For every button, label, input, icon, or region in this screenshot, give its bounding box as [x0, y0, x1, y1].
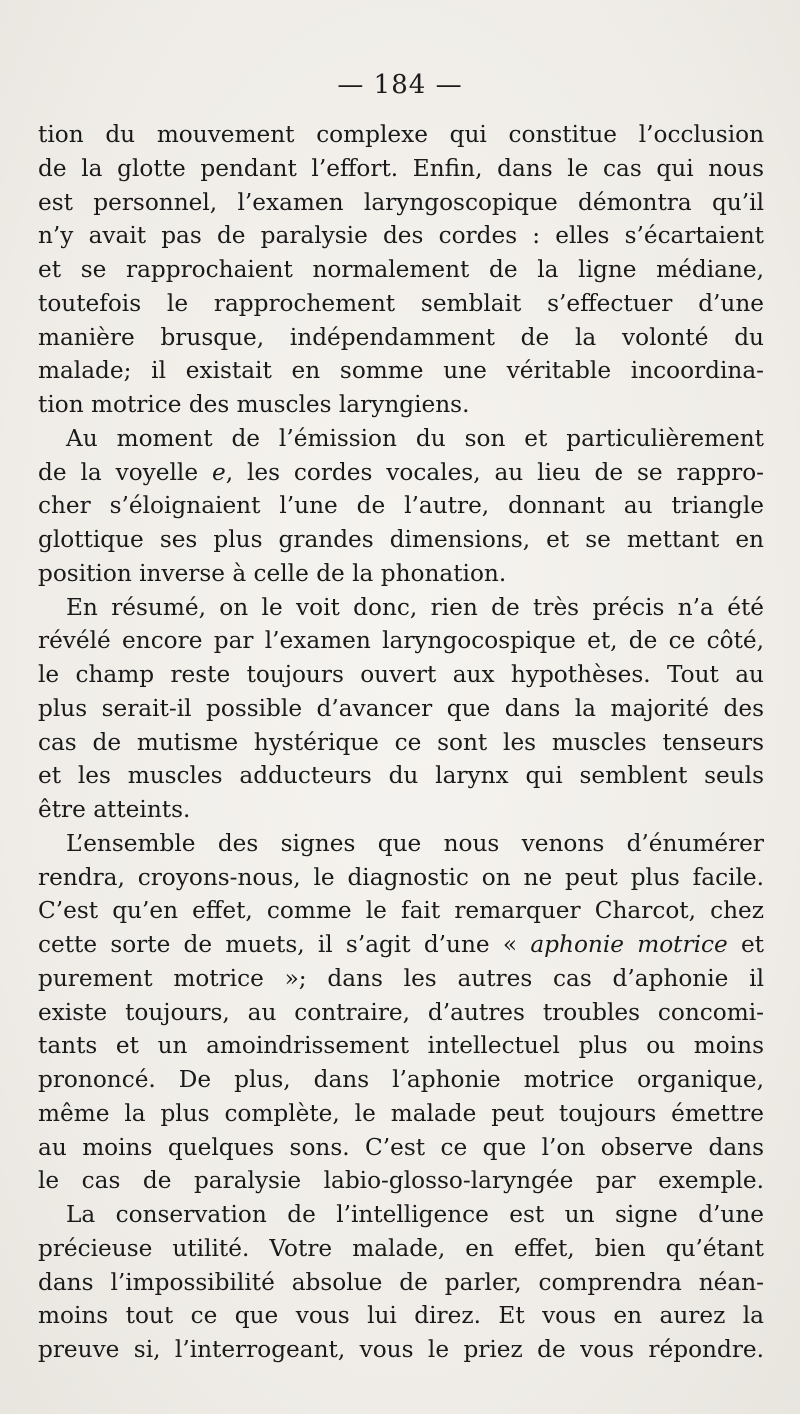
text-line: glottique ses plus grandes dimensions, et se mettant en: [38, 526, 764, 553]
text-line: [38, 456, 764, 490]
text-line: [38, 928, 764, 962]
text-line: n’y avait pas de paralysie des cordes : elles s’écartaient: [38, 222, 764, 250]
paragraph-start-line: Au moment de l’émission du son et particulièrement: [66, 424, 764, 452]
body-text: [38, 118, 764, 1367]
text-line: prononcé. De plus, dans l’aphonie motrice organique,: [38, 1066, 764, 1093]
text-line: preuve si, l’interrogeant, vous le priez de vous répondre.: [38, 1336, 764, 1363]
text-line: le champ reste toujours ouvert aux hypothèses. Tout au: [38, 661, 764, 688]
text-line: purement motrice »; dans les autres cas d’aphonie il: [38, 964, 764, 992]
text-line: rendra, croyons-nous, le diagnostic on ne peut plus facile.: [38, 863, 764, 891]
text-line: tants et un amoindrissement intellectuel plus ou moins: [38, 1032, 764, 1060]
text-line: manière brusque, indépendamment de la volonté du: [38, 323, 764, 351]
text-fragment: de la voyelle: [38, 458, 212, 486]
text-line: cas de mutisme hystérique ce sont les muscles tenseurs: [38, 728, 764, 756]
paragraph-start-line: En résumé, on le voit donc, rien de très précis n’a été: [66, 593, 764, 621]
text-line: tion du mouvement complexe qui constitue l’occlusion: [38, 121, 764, 148]
text-line: moins tout ce que vous lui direz. Et vous en aurez la: [38, 1302, 764, 1330]
text-line: est personnel, l’examen laryngoscopique démontra qu’il: [38, 188, 764, 216]
text-fragment: cette sorte de muets, il s’agit d’une «: [38, 931, 531, 958]
italic-text: e: [211, 458, 226, 486]
text-line: révélé encore par l’examen laryngocospique et, de ce côté,: [38, 627, 764, 655]
text-line: et les muscles adducteurs du larynx qui semblent seuls: [38, 762, 764, 790]
text-line: et se rapprochaient normalement de la ligne médiane,: [38, 256, 764, 283]
text-line: malade; il existait en somme une véritable incoordina-: [38, 357, 764, 385]
text-fragment: , les cordes vocales, au lieu de se rappro-: [225, 458, 764, 486]
text-line: dans l’impossibilité absolue de parler, comprendra néan-: [38, 1268, 764, 1296]
text-line: position inverse à celle de la phonation.: [38, 559, 507, 587]
paragraph-start-line: L’ensemble des signes que nous venons d’énumérer: [66, 829, 764, 857]
text-line: toutefois le rapprochement semblait s’effectuer d’une: [38, 289, 764, 317]
page-number: — 184 —: [337, 70, 463, 100]
text-line: même la plus complète, le malade peut toujours émettre: [38, 1099, 764, 1127]
text-line: précieuse utilité. Votre malade, en effet, bien qu’étant: [38, 1234, 764, 1262]
paragraph-start-line: La conservation de l’intelligence est un signe d’une: [66, 1201, 764, 1228]
text-line: au moins quelques sons. C’est ce que l’on observe dans: [38, 1133, 764, 1161]
text-line: plus serait-il possible d’avancer que dans la majorité des: [38, 694, 764, 722]
text-line: de la glotte pendant l’effort. Enfin, dans le cas qui nous: [38, 154, 764, 182]
italic-text: aphonie motrice: [530, 931, 728, 958]
text-line: existe toujours, au contraire, d’autres troubles concomi-: [38, 998, 764, 1026]
text-line: C’est qu’en effet, comme le fait remarquer Charcot, chez: [38, 897, 764, 925]
text-line: le cas de paralysie labio-glosso-laryngée par exemple.: [38, 1167, 764, 1195]
text-line: tion motrice des muscles laryngiens.: [38, 391, 470, 418]
text-line: cher s’éloignaient l’une de l’autre, donnant au triangle: [38, 492, 764, 520]
text-fragment: et: [727, 931, 764, 958]
text-line: être atteints.: [38, 796, 191, 823]
